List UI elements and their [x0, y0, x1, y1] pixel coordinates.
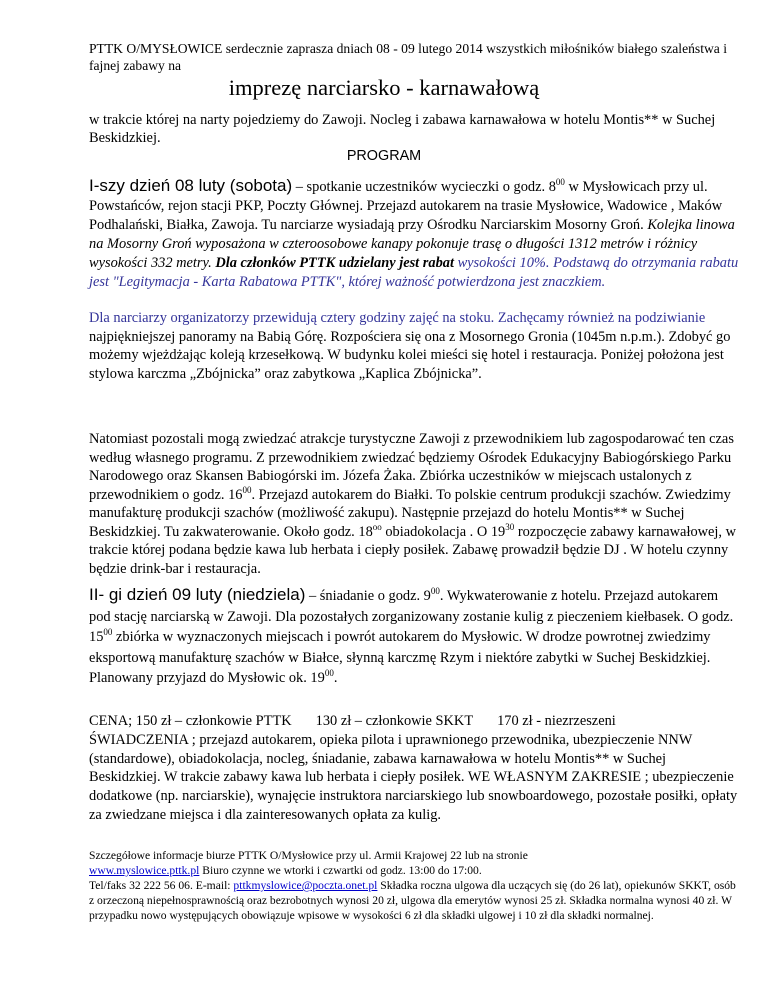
p3-text-1: Natomiast pozostali mogą zwiedzać atrakcje turystyczne Zawoji z przewodnikiem lub zagospodarować ten czas według własnego programu. Z przewodnikiem zwiedzać będziemy Ośrodek Edukacyjny Babiogórskiego Parku Narodowego oraz Skansen Babiogórski im. Józefa Żaka. Zbiórka uczestników w miejscach ustalonych z przewodnikiem o godz. 16: [89, 431, 734, 503]
price-pttk: CENA; 150 zł – członkowie PTTK: [89, 713, 292, 729]
day1-heading: I-szy dzień 08 luty (sobota): [89, 176, 293, 195]
day1-sup-1: 00: [555, 177, 565, 188]
event-title: imprezę narciarsko - karnawałową: [228, 75, 540, 100]
price-section: [89, 712, 739, 825]
footer-text-1: Szczegółowe informacje biurze PTTK O/Mysłowice przy ul. Armii Krajowej 22 lub na stronie: [89, 849, 528, 862]
day2-sup-2: 00: [103, 627, 113, 638]
footer-text-2: Biuro czynne we wtorki i czwartki od godz. 13:00 do 17:00.: [199, 864, 482, 877]
day1-text-1: spotkanie uczestników wycieczki o godz. 8: [306, 179, 556, 195]
day2-text-4: .: [333, 670, 338, 686]
price-unaffiliated: 170 zł - niezrzeszeni: [497, 713, 616, 729]
p3-sup-3: 30: [505, 521, 515, 532]
day1-text-2: w Mysłowicach przy ul. Powstańców, rejon stacji PKP, Poczty Głównej. Przejazd autokarem na trasie Mysłowice, Wadowice , Maków Podhalański, Białka, Zawoja. Tu narciarze wysiadają przy Ośrodku Narciarskim Mosorny Groń.: [89, 179, 723, 233]
day2-section: [89, 585, 739, 689]
day1-rabat-bold: Dla członków PTTK udzielany jest rabat: [215, 255, 454, 271]
program-heading: PROGRAM: [346, 148, 422, 164]
paragraph-skiers-blue: Dla narciarzy organizatorzy przewidują cztery godziny zajęć na stoku. Zachęcamy również na podziwianie: [89, 310, 706, 326]
footer-text-3: Tel/faks 32 222 56 06. E-mail:: [89, 879, 234, 892]
footer-text-4: Składka roczna ulgowa dla uczących się (do 26 lat), opiekunów SKKT, osób z orzeczoną niepełnosprawnością oraz bezrobotnych wynosi 20 zł, ulgowa dla emerytów wynosi 25 zł. Składka normalna wynosi 40 zł. W przypadku nowo występujących obowiązuje wpisowe w wysokości 6 zł dla składki ulgowej i 10 zł dla składki normalnej.: [89, 879, 736, 922]
p3-sup-2: oo: [372, 521, 382, 532]
footer-info: [89, 848, 739, 923]
day2-sup-1: 00: [430, 586, 440, 597]
intro-text: PTTK O/MYSŁOWICE serdecznie zaprasza dniach 08 - 09 lutego 2014 wszystkich miłośników białego szaleństwa i fajnej zabawy na: [89, 41, 727, 73]
price-details: ŚWIADCZENIA ; przejazd autokarem, opieka pilota i uprawnionego przewodnika, ubezpieczenie NNW (standardowe), obiadokolacja, nocleg, śniadanie, zabawa karnawałowa w hotelu Montis** w Suchej Beskidzkiej. W trakcie zabawy kawa lub herbata i ciepły posiłek. WE WŁASNYM ZAKRESIE ; ubezpieczenie dodatkowe (np. narciarskie), wynajęcie instruktora narciarskiego lub snowboardowego, pozostałe posiłki, opłaty za zwiedzane miejsca i dla zainteresowanych opłata za kulig.: [89, 731, 738, 823]
paragraph-skiers: [89, 309, 739, 383]
day2-dash: –: [305, 588, 320, 604]
p3-sup-1: 00: [242, 484, 252, 495]
p3-text-2: . Przejazd autokarem do Białki. To polskie centrum produkcji szachów. Zwiedzimy manufakturę produkcji szachów (możliwość zakupu). Następnie przejazd do hotelu Montis** w Suchej Beskidzkiej. Tu zakwaterowanie. Około godz. 18: [89, 486, 731, 540]
day2-heading: II- gi dzień 09 luty (niedziela): [89, 585, 306, 604]
website-link[interactable]: www.myslowice.pttk.pl: [89, 864, 200, 877]
day1-dash: –: [292, 179, 307, 195]
day2-text-2: . Wykwaterowanie z hotelu. Przejazd autokarem pod stację narciarską w Zawoji. Dla pozostałych zorganizowany zostanie kulig z pieczeniem kiełbasek. O godz. 15: [89, 588, 734, 645]
day1-italic-2: wysokości 10%. Podstawą do otrzymania rabatu jest "Legitymacja - Karta Rabatowa PTTK", której ważność potwierdzona jest znaczkiem.: [89, 255, 739, 290]
day2-text-3: zbiórka w wyznaczonych miejscach i powrót autokarem do Mysłowic. W drodze powrotnej zwiedzimy eksportową manufakturę szachów w Białce, słynną karczmę Rzym i niektóre zabytki w Suchej Beskidzkiej. Planowany przyjazd do Mysłowic ok. 19: [89, 629, 711, 686]
event-description: w trakcie której na narty pojedziemy do Zawoji. Nocleg i zabawa karnawałowa w hotelu Montis** w Suchej Beskidzkiej.: [89, 112, 716, 146]
day1-italic-1: Kolejka linowa na Mosorny Groń wyposażona w czteroosobowe kanapy pokonuje trasę o długości 1312 metrów i różnicy wysokości 332 metry.: [89, 217, 735, 271]
paragraph-skiers-text: najpiękniejszej panoramy na Babią Górę. Rozpościera się ona z Mosornego Gronia (1045m n.p.m.). Zdobyć go możemy wjeżdżając koleją krzesełkową. W budynku kolei mieści się hotel i restauracja. Poniżej położona jest stylowa karczma „Zbójnicka” oraz zabytkowa „Kaplica Zbójnicka”.: [89, 328, 731, 382]
price-skkt: 130 zł – członkowie SKKT: [315, 713, 474, 729]
day1-section: [89, 176, 739, 292]
p3-text-3: obiadokolacja . O 19: [381, 523, 506, 540]
paragraph-others: [89, 430, 739, 578]
day2-text-1: śniadanie o godz. 9: [319, 588, 431, 604]
p3-text-4: rozpoczęcie zabawy karnawałowej, w trakcie której podana będzie kawa lub herbata i ciepły posiłek. Zabawę prowadził będzie DJ . W hotelu czynny będzie drink-bar i restauracja.: [89, 523, 736, 577]
day2-sup-3: 00: [324, 668, 334, 679]
email-link[interactable]: pttkmyslowice@poczta.onet.pl: [233, 879, 378, 892]
